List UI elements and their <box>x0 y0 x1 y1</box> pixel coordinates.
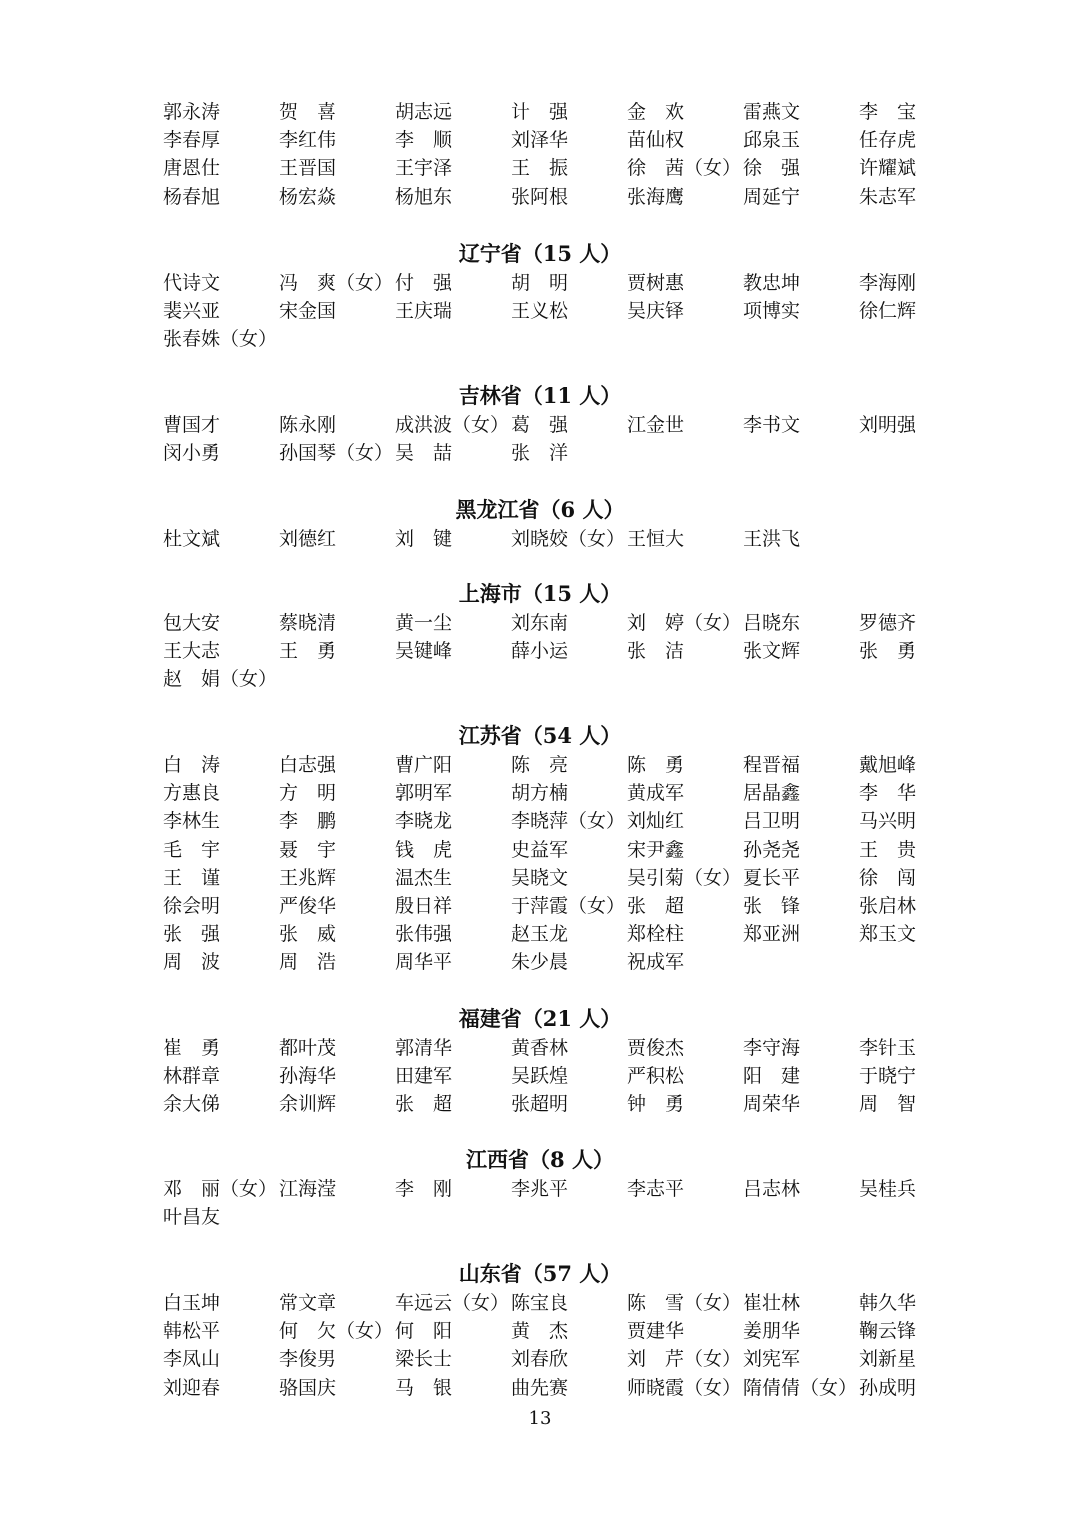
person-name: 王晋国 <box>279 157 337 180</box>
name-row <box>163 751 983 779</box>
person-name: 李 宝 <box>859 101 917 123</box>
name-row <box>163 269 983 297</box>
section-heading: 江苏省（54 人） <box>458 723 622 748</box>
person-name: 刘明强 <box>859 414 917 436</box>
person-name: 项博实 <box>743 300 801 323</box>
name-row <box>163 1175 983 1203</box>
person-name: 吕晓东 <box>743 612 801 634</box>
person-name: 宋尹鑫 <box>627 838 685 861</box>
person-name: 李志平 <box>627 1178 685 1200</box>
person-name: 张 威 <box>279 923 337 946</box>
person-name: 张 洋 <box>511 442 569 465</box>
person-name: 张 勇 <box>859 640 917 663</box>
person-name: 李红伟 <box>279 129 337 152</box>
person-name: 吴桂兵 <box>859 1178 917 1200</box>
person-name: 张 超 <box>627 895 685 917</box>
name-row <box>163 1090 983 1118</box>
person-name: 李书文 <box>743 414 801 436</box>
person-name: 闵小勇 <box>163 442 221 465</box>
person-name: 祝成军 <box>627 951 685 974</box>
person-name: 周 智 <box>859 1093 917 1116</box>
person-name: 陈 雪（女） <box>627 1292 742 1314</box>
person-name: 都叶茂 <box>279 1037 337 1059</box>
name-row <box>163 920 983 948</box>
person-name: 林群章 <box>163 1065 221 1088</box>
person-name: 曹国才 <box>163 414 221 436</box>
person-name: 李凤山 <box>163 1348 221 1371</box>
person-name: 李春厚 <box>163 129 221 152</box>
person-name: 刘 键 <box>395 528 453 550</box>
person-name: 宋金国 <box>279 300 337 323</box>
person-name: 李 鹏 <box>279 810 337 833</box>
person-name: 郭清华 <box>395 1037 453 1059</box>
person-name: 方惠良 <box>163 782 221 805</box>
person-name: 曲先赛 <box>511 1376 569 1399</box>
name-row <box>163 525 983 553</box>
person-name: 于晓宁 <box>859 1065 917 1088</box>
person-name: 隋倩倩（女） <box>743 1376 858 1399</box>
person-name: 梁长士 <box>395 1348 453 1371</box>
person-name: 胡方楠 <box>511 782 569 805</box>
person-name: 朱志军 <box>859 185 917 208</box>
person-name: 吴跃煌 <box>511 1065 569 1088</box>
person-name: 叶昌友 <box>163 1206 221 1229</box>
person-name: 何 欠（女） <box>279 1320 394 1343</box>
person-name: 张 锋 <box>743 895 801 917</box>
person-name: 阳 建 <box>743 1065 801 1088</box>
person-name: 杨旭东 <box>395 185 453 208</box>
person-name: 徐仁辉 <box>859 300 917 323</box>
person-name: 江金世 <box>627 414 685 436</box>
person-name: 计 强 <box>511 101 569 123</box>
person-name: 裴兴亚 <box>163 300 221 323</box>
person-name: 徐 强 <box>743 157 801 180</box>
name-row <box>163 1034 983 1062</box>
person-name: 王洪飞 <box>743 528 801 550</box>
person-name: 孙尧尧 <box>743 838 801 861</box>
person-name: 李 华 <box>859 782 917 805</box>
name-row <box>163 665 983 693</box>
person-name: 李俊男 <box>279 1348 337 1371</box>
person-name: 王义松 <box>511 300 569 323</box>
person-name: 崔 勇 <box>163 1037 221 1059</box>
name-row <box>163 948 983 976</box>
person-name: 吴庆铎 <box>627 300 685 323</box>
person-name: 郑栓柱 <box>627 923 685 946</box>
person-name: 姜朋华 <box>743 1320 801 1343</box>
person-name: 周延宁 <box>743 185 801 208</box>
person-name: 黄香林 <box>511 1037 569 1059</box>
person-name: 何 阳 <box>395 1320 453 1343</box>
name-row <box>163 297 983 325</box>
person-name: 胡 明 <box>511 272 569 294</box>
person-name: 王大志 <box>163 640 221 663</box>
person-name: 鞠云锋 <box>859 1320 917 1343</box>
person-name: 余训辉 <box>279 1093 337 1116</box>
person-name: 吕志林 <box>743 1178 801 1200</box>
name-row <box>163 1062 983 1090</box>
person-name: 张阿根 <box>511 185 569 208</box>
person-name: 毛 宇 <box>163 838 221 861</box>
name-row <box>163 807 983 835</box>
person-name: 周华平 <box>395 951 453 974</box>
person-name: 郭永涛 <box>163 101 221 123</box>
person-name: 周 浩 <box>279 951 337 974</box>
person-name: 江海滢 <box>279 1178 337 1200</box>
person-name: 李针玉 <box>859 1037 917 1059</box>
person-name: 张 超 <box>395 1093 453 1116</box>
person-name: 教忠坤 <box>743 272 801 294</box>
person-name: 张文辉 <box>743 640 801 663</box>
person-name: 刘灿红 <box>627 810 685 833</box>
person-name: 苗仙权 <box>627 129 685 152</box>
name-row <box>163 98 983 126</box>
person-name: 马兴明 <box>859 810 917 833</box>
person-name: 常文章 <box>279 1292 337 1314</box>
person-name: 赵 娟（女） <box>163 668 278 691</box>
person-name: 刘宪军 <box>743 1348 801 1371</box>
person-name: 杨春旭 <box>163 185 221 208</box>
person-name: 张 洁 <box>627 640 685 663</box>
person-name: 程晋福 <box>743 754 801 776</box>
person-name: 夏长平 <box>743 866 801 889</box>
name-row <box>163 1289 983 1317</box>
person-name: 王 勇 <box>279 640 337 663</box>
person-name: 李 顺 <box>395 129 453 152</box>
person-name: 张伟强 <box>395 923 453 946</box>
person-name: 许耀斌 <box>859 157 917 180</box>
section-heading: 江西省（8 人） <box>466 1147 614 1172</box>
person-name: 王恒大 <box>627 528 685 550</box>
person-name: 曹广阳 <box>395 754 453 776</box>
person-name: 贺 喜 <box>279 101 337 123</box>
person-name: 贾俊杰 <box>627 1037 685 1059</box>
person-name: 吴晓文 <box>511 866 569 889</box>
name-row <box>163 836 983 864</box>
person-name: 严俊华 <box>279 895 337 917</box>
person-name: 钟 勇 <box>627 1093 685 1116</box>
name-row <box>163 637 983 665</box>
section-heading: 山东省（57 人） <box>458 1261 622 1286</box>
person-name: 孙海华 <box>279 1065 337 1088</box>
person-name: 陈永刚 <box>279 414 337 436</box>
person-name: 周 波 <box>163 951 221 974</box>
person-name: 史益军 <box>511 838 569 861</box>
person-name: 白玉坤 <box>163 1292 221 1314</box>
name-row <box>163 126 983 154</box>
person-name: 王宇泽 <box>395 157 453 180</box>
person-name: 钱 虎 <box>395 838 453 861</box>
person-name: 刘新星 <box>859 1348 917 1371</box>
person-name: 陈 亮 <box>511 754 569 776</box>
person-name: 李林生 <box>163 810 221 833</box>
person-name: 唐恩仕 <box>163 157 221 180</box>
person-name: 马 银 <box>395 1376 453 1399</box>
person-name: 车远云（女） <box>395 1292 510 1314</box>
person-name: 郑玉文 <box>859 923 917 946</box>
person-name: 成洪波（女） <box>395 414 510 436</box>
name-row <box>163 779 983 807</box>
person-name: 陈宝良 <box>511 1292 569 1314</box>
person-name: 包大安 <box>163 612 221 634</box>
person-name: 余大俤 <box>163 1093 221 1116</box>
person-name: 黄一尘 <box>395 612 453 634</box>
person-name: 杜文斌 <box>163 528 221 550</box>
person-name: 居晶鑫 <box>743 782 801 805</box>
person-name: 殷日祥 <box>395 895 453 917</box>
person-name: 代诗文 <box>163 272 221 294</box>
person-name: 邱泉玉 <box>743 129 801 152</box>
person-name: 吕卫明 <box>743 810 801 833</box>
person-name: 金 欢 <box>627 101 685 123</box>
person-name: 张启林 <box>859 895 917 917</box>
person-name: 郭明军 <box>395 782 453 805</box>
person-name: 贾树惠 <box>627 272 685 294</box>
person-name: 张海鹰 <box>627 185 685 208</box>
name-row <box>163 154 983 182</box>
page-number: 13 <box>528 1408 552 1429</box>
person-name: 黄 杰 <box>511 1320 569 1343</box>
person-name: 邓 丽（女） <box>163 1178 278 1200</box>
person-name: 刘迎春 <box>163 1376 221 1399</box>
person-name: 张 强 <box>163 923 221 946</box>
section-heading: 辽宁省（15 人） <box>458 241 622 266</box>
name-row <box>163 864 983 892</box>
person-name: 王兆辉 <box>279 866 337 889</box>
person-name: 白 涛 <box>163 754 221 776</box>
person-name: 王 贵 <box>859 838 917 861</box>
person-name: 李兆平 <box>511 1178 569 1200</box>
person-name: 严积松 <box>627 1065 685 1088</box>
name-row <box>163 1345 983 1373</box>
person-name: 付 强 <box>395 272 453 294</box>
person-name: 刘德红 <box>279 528 337 550</box>
person-name: 薛小运 <box>511 640 569 663</box>
person-name: 冯 爽（女） <box>279 272 394 294</box>
person-name: 田建军 <box>395 1065 453 1088</box>
person-name: 胡志远 <box>395 101 453 123</box>
name-row <box>163 325 983 353</box>
person-name: 郑亚洲 <box>743 923 801 946</box>
person-name: 杨宏焱 <box>279 185 337 208</box>
person-name: 李晓萍（女） <box>511 810 626 833</box>
person-name: 韩久华 <box>859 1292 917 1314</box>
person-name: 徐会明 <box>163 895 221 917</box>
person-name: 张超明 <box>511 1093 569 1116</box>
name-row <box>163 411 983 439</box>
person-name: 李守海 <box>743 1037 801 1059</box>
person-name: 徐 闯 <box>859 866 917 889</box>
person-name: 师晓霞（女） <box>627 1376 742 1399</box>
person-name: 孙国琴（女） <box>279 442 394 465</box>
person-name: 白志强 <box>279 754 337 776</box>
section-heading: 吉林省（11 人） <box>458 383 622 408</box>
person-name: 王庆瑞 <box>395 300 453 323</box>
person-name: 李海刚 <box>859 272 917 294</box>
person-name: 孙成明 <box>859 1376 917 1399</box>
name-row <box>163 1203 983 1231</box>
person-name: 刘 芹（女） <box>627 1348 742 1371</box>
person-name: 刘 婷（女） <box>627 612 742 634</box>
person-name: 周荣华 <box>743 1093 801 1116</box>
person-name: 韩松平 <box>163 1320 221 1343</box>
person-name: 李 刚 <box>395 1178 453 1200</box>
person-name: 赵玉龙 <box>511 923 569 946</box>
person-name: 罗德齐 <box>859 612 917 634</box>
person-name: 方 明 <box>279 782 337 805</box>
person-name: 吴引菊（女） <box>627 866 742 889</box>
name-row <box>163 609 983 637</box>
person-name: 吴 喆 <box>395 442 453 465</box>
section-heading: 黑龙江省（6 人） <box>455 497 625 522</box>
person-name: 刘春欣 <box>511 1348 569 1371</box>
name-row <box>163 183 983 211</box>
person-name: 朱少晨 <box>511 951 569 974</box>
person-name: 刘晓姣（女） <box>511 528 626 550</box>
person-name: 李晓龙 <box>395 810 453 833</box>
person-name: 王 振 <box>511 157 569 180</box>
person-name: 王 谨 <box>163 866 221 889</box>
person-name: 贾建华 <box>627 1320 685 1343</box>
person-name: 蔡晓清 <box>279 612 337 634</box>
section-heading: 上海市（15 人） <box>458 581 622 606</box>
person-name: 陈 勇 <box>627 754 685 776</box>
person-name: 雷燕文 <box>743 101 801 123</box>
person-name: 葛 强 <box>511 414 569 436</box>
person-name: 温杰生 <box>395 866 453 889</box>
name-row <box>163 1317 983 1345</box>
person-name: 吴键峰 <box>395 640 453 663</box>
person-name: 黄成军 <box>627 782 685 805</box>
section-heading: 福建省（21 人） <box>458 1006 622 1031</box>
name-row <box>163 892 983 920</box>
person-name: 徐 茜（女） <box>627 157 742 180</box>
person-name: 刘东南 <box>511 612 569 634</box>
person-name: 戴旭峰 <box>859 754 917 776</box>
name-row <box>163 1374 983 1402</box>
person-name: 崔壮林 <box>743 1292 801 1314</box>
person-name: 任存虎 <box>859 129 917 152</box>
person-name: 刘泽华 <box>511 129 569 152</box>
person-name: 聂 宇 <box>279 838 337 861</box>
person-name: 于萍霞（女） <box>511 895 626 917</box>
name-row <box>163 439 983 467</box>
person-name: 骆国庆 <box>279 1376 337 1399</box>
person-name: 张春姝（女） <box>163 328 278 351</box>
